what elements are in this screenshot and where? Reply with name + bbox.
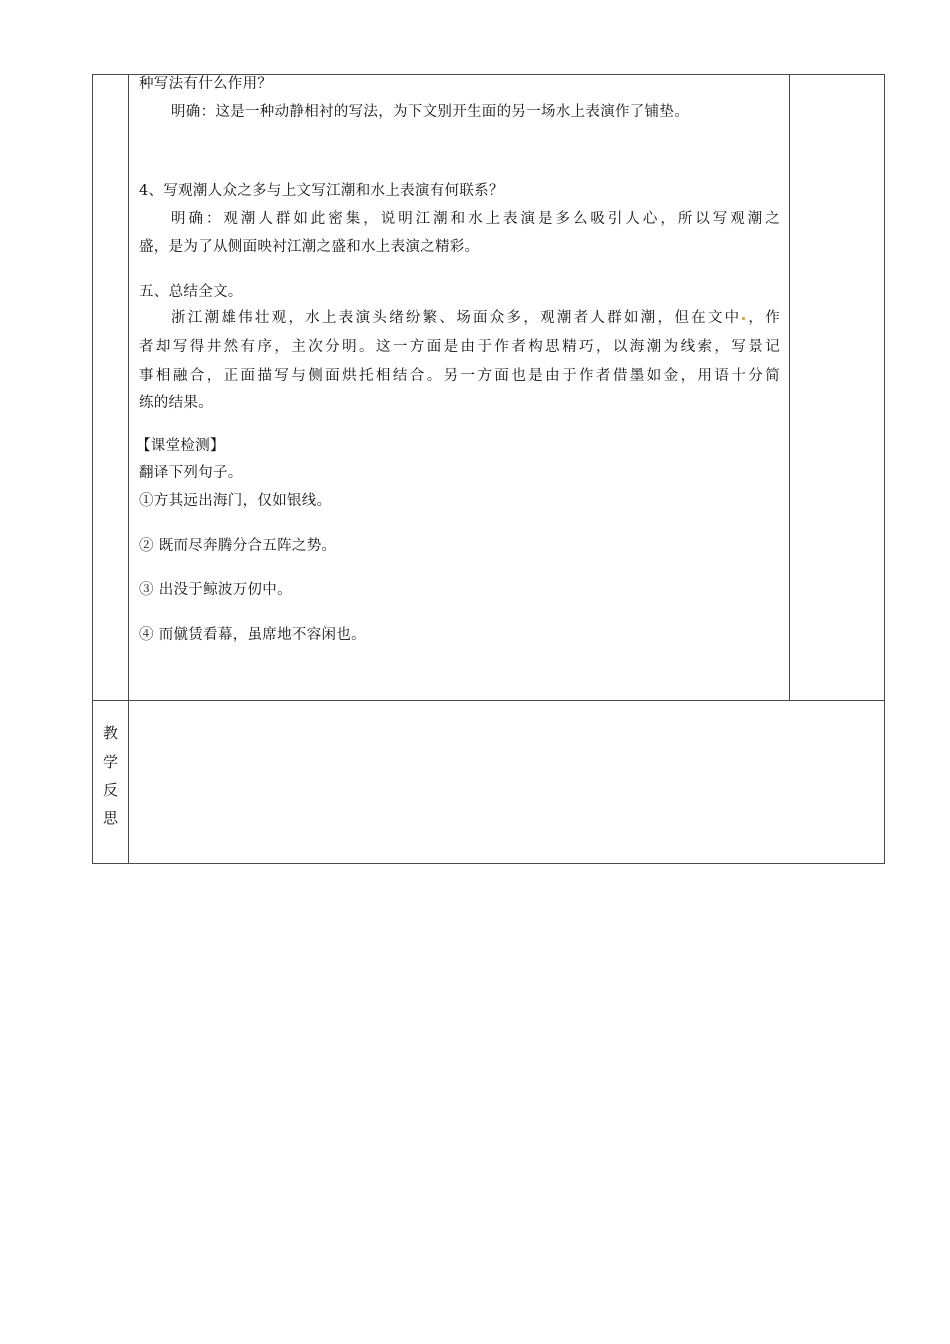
reflection-label-char-4: 思 bbox=[102, 809, 118, 827]
answer-4-line-2: 盛，是为了从侧面映衬江潮之盛和水上表演之精彩。 bbox=[139, 239, 480, 255]
table-column-divider-right bbox=[789, 74, 790, 701]
classroom-check-instruction: 翻译下列句子。 bbox=[139, 465, 243, 481]
question-4-text: 4、写观潮人众之多与上文写江潮和水上表演有何联系？ bbox=[139, 183, 504, 199]
summary-line-2: 者却写得井然有序，主次分明。这一方面是由于作者构思精巧，以海潮为线索，写景记 bbox=[139, 339, 780, 355]
reflection-content-cell[interactable] bbox=[129, 701, 884, 863]
summary-line-1-part-a: 浙江潮雄伟壮观，水上表演头绪纷繁、场面众多，观潮者人群如潮，但在文中 bbox=[171, 310, 742, 326]
annotation-mark-icon bbox=[742, 317, 745, 320]
classroom-check-title: 【课堂检测】 bbox=[136, 438, 225, 454]
reflection-label-char-2: 学 bbox=[102, 753, 118, 771]
answer-3-text: 明确：这是一种动静相衬的写法，为下文别开生面的另一场水上表演作了铺垫。 bbox=[171, 104, 689, 120]
table-border-left bbox=[92, 74, 93, 864]
table-border-right bbox=[884, 74, 885, 864]
summary-line-1-part-b: ，作 bbox=[746, 310, 780, 326]
answer-4-line-1: 明确：观潮人群如此密集，说明江潮和水上表演是多么吸引人心，所以写观潮之 bbox=[171, 211, 780, 227]
section-5-title: 五、总结全文。 bbox=[139, 284, 243, 300]
sentence-4: ④ 而僦赁看幕，虽席地不容闲也。 bbox=[139, 627, 366, 643]
reflection-label-char-1: 教 bbox=[102, 724, 118, 742]
sentence-3: ③ 出没于鲸波万仞中。 bbox=[139, 582, 292, 598]
sentence-2: ② 既而尽奔腾分合五阵之势。 bbox=[139, 538, 337, 554]
sentence-1: ①方其远出海门，仅如银线。 bbox=[139, 493, 332, 509]
summary-line-3: 事相融合，正面描写与侧面烘托相结合。另一方面也是由于作者借墨如金，用语十分简 bbox=[139, 368, 780, 384]
summary-line-4: 练的结果。 bbox=[139, 395, 213, 411]
reflection-label-char-3: 反 bbox=[102, 781, 118, 799]
summary-line-1 bbox=[171, 308, 780, 328]
content-line-continuation: 种写法有什么作用？ bbox=[139, 76, 273, 92]
table-border-bottom bbox=[92, 863, 885, 864]
